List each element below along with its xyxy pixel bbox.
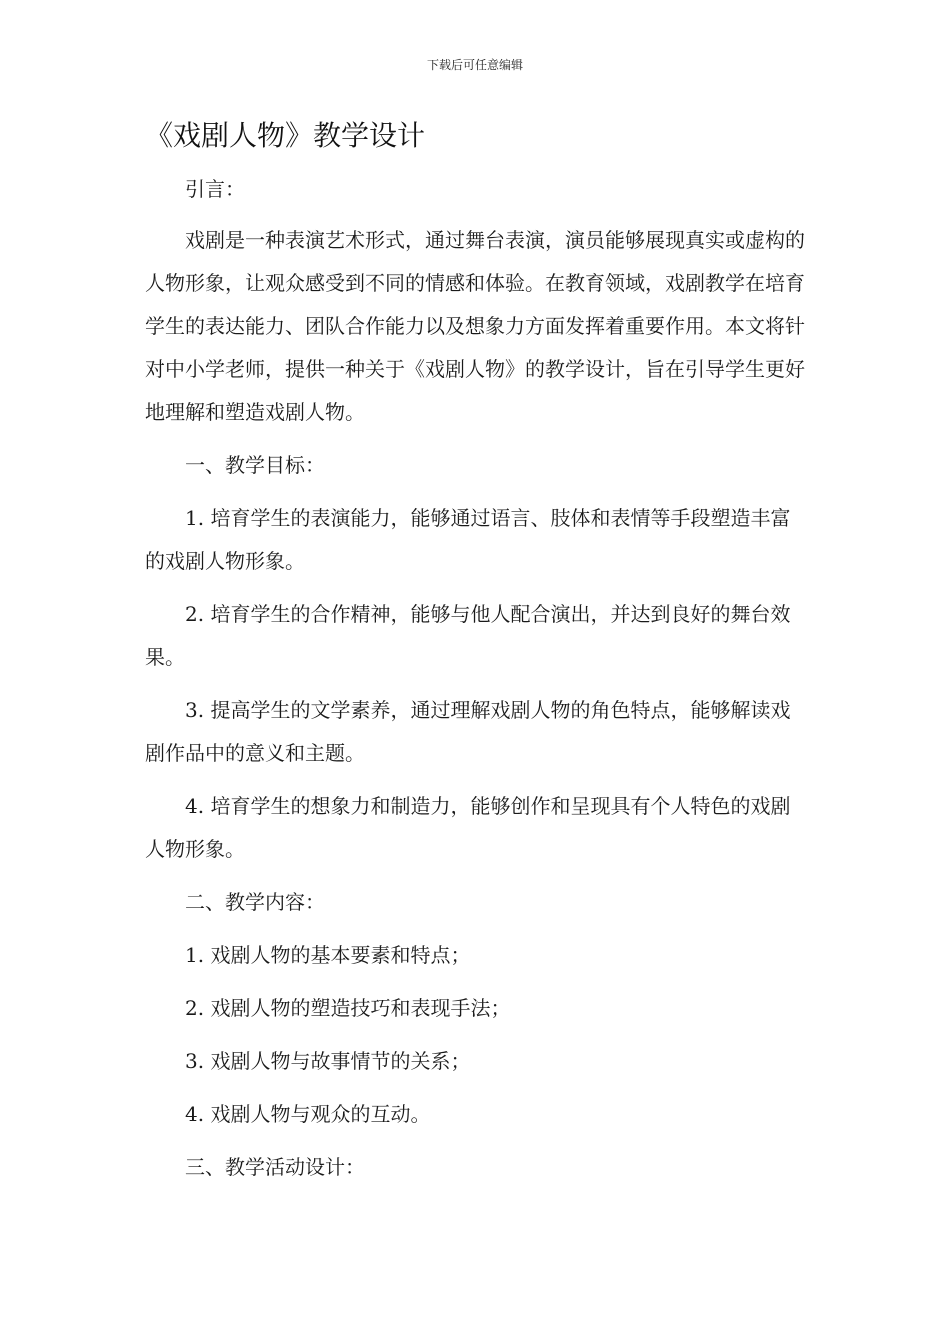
page-header: 下载后可任意编辑 bbox=[426, 58, 523, 72]
section-heading-content: 二、教学内容： bbox=[185, 890, 325, 914]
goal-item-2: 2. 培育学生的合作精神，能够与他人配合演出，并达到良好的舞台效果。 bbox=[145, 602, 791, 669]
content-item-2: 2. 戏剧人物的塑造技巧和表现手法； bbox=[185, 996, 511, 1020]
content-item-1: 1. 戏剧人物的基本要素和特点； bbox=[185, 943, 471, 967]
paragraph-intro: 戏剧是一种表演艺术形式，通过舞台表演，演员能够展现真实或虚构的人物形象，让观众感受到不同的情感和体验。在教育领域，戏剧教学在培育学生的表达能力、团队合作能力以及想象力方面发挥着重要作用。本文将针对中小学老师，提供一种关于《戏剧人物》的教学设计，旨在引导学生更好地理解和塑造戏剧人物。 bbox=[145, 228, 805, 424]
content-item-4: 4. 戏剧人物与观众的互动。 bbox=[185, 1102, 431, 1126]
content-item-3: 3. 戏剧人物与故事情节的关系； bbox=[185, 1049, 471, 1073]
section-heading-activities: 三、教学活动设计： bbox=[185, 1155, 365, 1179]
paragraph-intro-heading: 引言： bbox=[185, 177, 245, 201]
goal-item-3: 3. 提高学生的文学素养，通过理解戏剧人物的角色特点，能够解读戏剧作品中的意义和主题。 bbox=[145, 698, 791, 765]
goal-item-4: 4. 培育学生的想象力和制造力，能够创作和呈现具有个人特色的戏剧人物形象。 bbox=[145, 794, 791, 861]
document-body bbox=[145, 168, 810, 1199]
section-heading-goals: 一、教学目标： bbox=[185, 453, 325, 477]
document-title: 《戏剧人物》教学设计 bbox=[145, 119, 426, 152]
goal-item-1: 1. 培育学生的表演能力，能够通过语言、肢体和表情等手段塑造丰富的戏剧人物形象。 bbox=[145, 506, 791, 573]
